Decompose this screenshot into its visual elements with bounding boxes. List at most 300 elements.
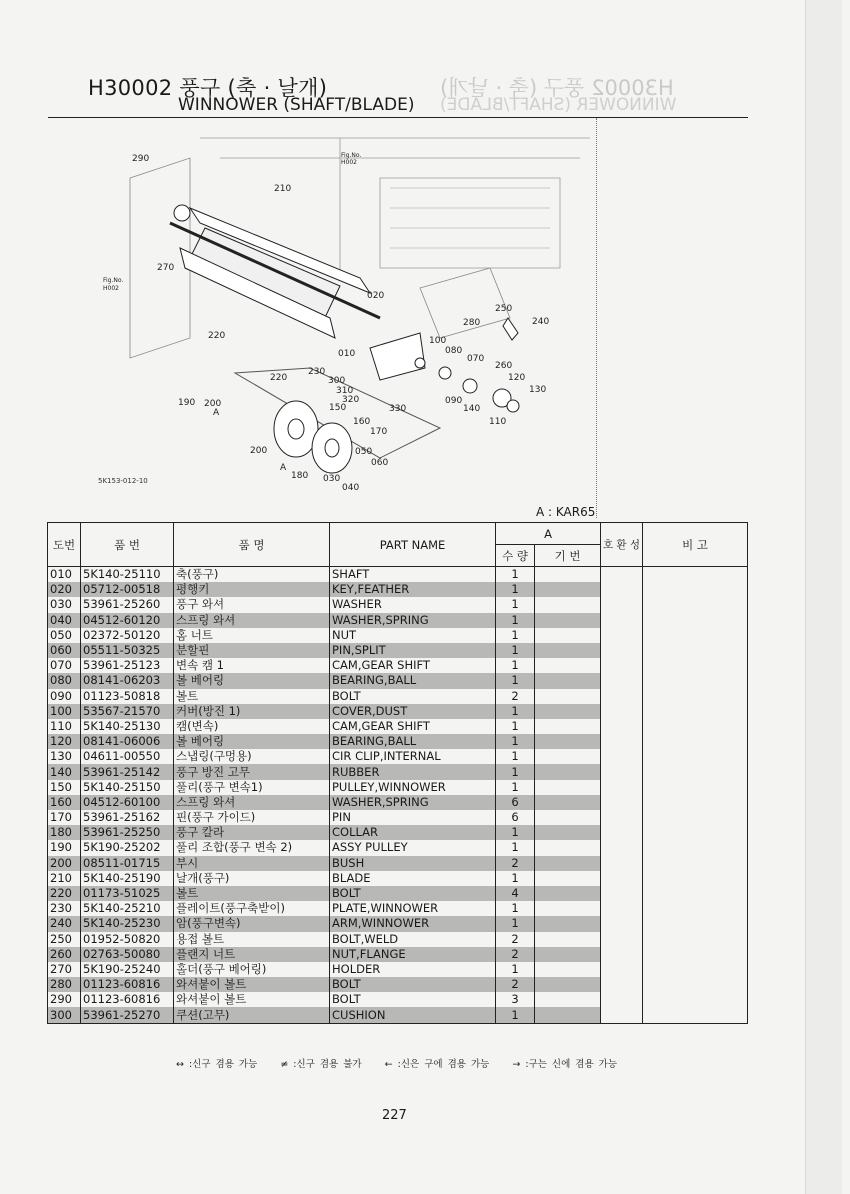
legend-item: → :구는 신에 겸용 가능 [512, 1059, 617, 1070]
row-compat [601, 992, 643, 1007]
row-no: 250 [48, 932, 81, 947]
row-qty: 1 [496, 582, 535, 597]
row-name-en: WASHER [330, 597, 496, 612]
row-name-ko: 축(풍구) [174, 567, 330, 583]
row-no: 300 [48, 1007, 81, 1023]
svg-text:Fig.No.: Fig.No. [341, 152, 362, 159]
row-no: 100 [48, 704, 81, 719]
diagram-code: 5K153-012-10 [98, 477, 148, 485]
col-part-name-ko: 품 명 [174, 523, 330, 567]
svg-text:020: 020 [367, 291, 385, 301]
row-remarks [643, 582, 748, 597]
row-remarks [643, 856, 748, 871]
table-row [48, 992, 748, 1007]
row-remarks [643, 932, 748, 947]
row-name-ko: 암(풍구변속) [174, 916, 330, 931]
row-compat [601, 719, 643, 734]
table-row [48, 1007, 748, 1023]
table-row [48, 643, 748, 658]
row-name-en: CIR CLIP,INTERNAL [330, 749, 496, 764]
col-part-no: 품 번 [81, 523, 174, 567]
row-name-en: BLADE [330, 871, 496, 886]
row-base [535, 810, 601, 825]
row-compat [601, 582, 643, 597]
page-subtitle: WINNOWER (SHAFT/BLADE) [178, 95, 415, 115]
row-name-en: PIN [330, 810, 496, 825]
row-qty: 1 [496, 901, 535, 916]
row-no: 150 [48, 780, 81, 795]
row-qty: 2 [496, 977, 535, 992]
table-row [48, 764, 748, 779]
row-no: 140 [48, 764, 81, 779]
row-qty: 1 [496, 658, 535, 673]
table-row [48, 962, 748, 977]
row-base [535, 977, 601, 992]
row-no: 220 [48, 886, 81, 901]
row-base [535, 567, 601, 583]
row-qty: 2 [496, 689, 535, 704]
row-base [535, 719, 601, 734]
row-base [535, 901, 601, 916]
svg-text:330: 330 [389, 404, 407, 414]
row-no: 060 [48, 643, 81, 658]
row-compat [601, 780, 643, 795]
table-row [48, 886, 748, 901]
row-compat [601, 749, 643, 764]
row-no: 040 [48, 613, 81, 628]
row-part-no: 53961-25260 [81, 597, 174, 612]
row-no: 050 [48, 628, 81, 643]
svg-text:210: 210 [274, 184, 292, 194]
row-qty: 1 [496, 962, 535, 977]
row-name-ko: 쿠션(고무) [174, 1007, 330, 1023]
row-part-no: 05712-00518 [81, 582, 174, 597]
row-base [535, 871, 601, 886]
row-name-ko: 용접 볼트 [174, 932, 330, 947]
row-no: 170 [48, 810, 81, 825]
row-base [535, 689, 601, 704]
row-compat [601, 916, 643, 931]
row-compat [601, 977, 643, 992]
row-qty: 1 [496, 1007, 535, 1023]
winnower-blade [170, 208, 380, 338]
row-qty: 1 [496, 734, 535, 749]
svg-text:280: 280 [463, 318, 481, 328]
row-no: 280 [48, 977, 81, 992]
row-remarks [643, 871, 748, 886]
row-remarks [643, 734, 748, 749]
table-row [48, 871, 748, 886]
row-base [535, 658, 601, 673]
row-no: 130 [48, 749, 81, 764]
svg-text:050: 050 [355, 447, 373, 457]
svg-text:040: 040 [342, 483, 360, 493]
row-name-en: ASSY PULLEY [330, 840, 496, 855]
table-row [48, 749, 748, 764]
page-edge [805, 0, 842, 1194]
row-qty: 1 [496, 704, 535, 719]
row-part-no: 01952-50820 [81, 932, 174, 947]
row-no: 120 [48, 734, 81, 749]
row-compat [601, 597, 643, 612]
row-no: 260 [48, 947, 81, 962]
row-name-ko: 커버(방진 1) [174, 704, 330, 719]
row-compat [601, 810, 643, 825]
row-name-en: COVER,DUST [330, 704, 496, 719]
row-compat [601, 947, 643, 962]
row-qty: 1 [496, 764, 535, 779]
row-part-no: 5K140-25190 [81, 871, 174, 886]
row-name-ko: 날개(풍구) [174, 871, 330, 886]
row-base [535, 947, 601, 962]
row-remarks [643, 992, 748, 1007]
row-qty: 3 [496, 992, 535, 1007]
row-part-no: 5K140-25110 [81, 567, 174, 583]
row-remarks [643, 673, 748, 688]
col-base: 기 번 [535, 545, 601, 567]
col-group-a: A [496, 523, 601, 545]
row-base [535, 825, 601, 840]
row-remarks [643, 886, 748, 901]
row-name-ko: 풀리(풍구 변속1) [174, 780, 330, 795]
row-compat [601, 689, 643, 704]
row-name-ko: 핀(풍구 가이드) [174, 810, 330, 825]
table-row [48, 810, 748, 825]
table-row [48, 932, 748, 947]
row-name-en: BUSH [330, 856, 496, 871]
row-no: 010 [48, 567, 81, 583]
row-part-no: 53961-25250 [81, 825, 174, 840]
row-part-no: 5K190-25240 [81, 962, 174, 977]
row-name-en: CAM,GEAR SHIFT [330, 658, 496, 673]
row-qty: 2 [496, 947, 535, 962]
row-part-no: 04512-60100 [81, 795, 174, 810]
row-name-ko: 와셔붙이 볼트 [174, 992, 330, 1007]
row-part-no: 5K140-25210 [81, 901, 174, 916]
row-name-ko: 풀리 조합(풍구 변속 2) [174, 840, 330, 855]
row-qty: 1 [496, 916, 535, 931]
row-part-no: 53961-25162 [81, 810, 174, 825]
svg-text:H002: H002 [103, 285, 119, 292]
row-base [535, 962, 601, 977]
svg-text:090: 090 [445, 396, 463, 406]
row-name-en: NUT [330, 628, 496, 643]
row-no: 240 [48, 916, 81, 931]
row-name-ko: 홀더(풍구 베어링) [174, 962, 330, 977]
svg-text:250: 250 [495, 304, 513, 314]
row-qty: 6 [496, 795, 535, 810]
row-qty: 1 [496, 825, 535, 840]
row-qty: 1 [496, 643, 535, 658]
row-name-ko: 스프링 와셔 [174, 613, 330, 628]
row-base [535, 749, 601, 764]
row-name-en: CUSHION [330, 1007, 496, 1023]
svg-text:220: 220 [270, 373, 288, 383]
row-remarks [643, 764, 748, 779]
row-part-no: 53961-25142 [81, 764, 174, 779]
row-name-en: SHAFT [330, 567, 496, 583]
legend-item: ≠ :신구 겸용 불가 [280, 1059, 362, 1070]
page-title: H30002 풍구 (축 · 날개) [88, 76, 328, 100]
row-no: 110 [48, 719, 81, 734]
parts-table [47, 522, 748, 1024]
row-qty: 6 [496, 810, 535, 825]
row-base [535, 673, 601, 688]
row-no: 180 [48, 825, 81, 840]
row-no: 160 [48, 795, 81, 810]
table-row [48, 916, 748, 931]
svg-text:080: 080 [445, 346, 463, 356]
row-name-en: PIN,SPLIT [330, 643, 496, 658]
row-name-ko: 캠(변속) [174, 719, 330, 734]
svg-text:200: 200 [204, 399, 222, 409]
row-part-no: 5K190-25202 [81, 840, 174, 855]
svg-text:H002: H002 [341, 159, 357, 166]
compatibility-legend [176, 1056, 635, 1070]
row-qty: 4 [496, 886, 535, 901]
svg-text:Fig.No.: Fig.No. [103, 277, 124, 284]
row-name-en: WASHER,SPRING [330, 613, 496, 628]
svg-text:220: 220 [208, 331, 226, 341]
row-name-en: BOLT [330, 689, 496, 704]
row-qty: 1 [496, 613, 535, 628]
row-remarks [643, 567, 748, 583]
row-part-no: 01123-60816 [81, 992, 174, 1007]
col-compat: 호 환 성 [601, 523, 643, 567]
table-row [48, 689, 748, 704]
row-name-en: ARM,WINNOWER [330, 916, 496, 931]
bleed-through-title: H30002 풍구 (축 · 날개) [440, 76, 674, 100]
row-remarks [643, 962, 748, 977]
svg-text:120: 120 [508, 373, 526, 383]
row-compat [601, 764, 643, 779]
row-name-en: PLATE,WINNOWER [330, 901, 496, 916]
row-part-no: 01173-51025 [81, 886, 174, 901]
row-part-no: 01123-60816 [81, 977, 174, 992]
row-remarks [643, 840, 748, 855]
svg-text:240: 240 [532, 317, 550, 327]
svg-text:140: 140 [463, 404, 481, 414]
parts-table-body [48, 567, 748, 1024]
row-name-ko: 평행키 [174, 582, 330, 597]
row-remarks [643, 825, 748, 840]
row-base [535, 628, 601, 643]
row-name-ko: 플랜지 너트 [174, 947, 330, 962]
row-no: 070 [48, 658, 81, 673]
row-remarks [643, 613, 748, 628]
table-row [48, 977, 748, 992]
row-no: 020 [48, 582, 81, 597]
svg-text:270: 270 [157, 263, 175, 273]
row-remarks [643, 1007, 748, 1023]
row-remarks [643, 628, 748, 643]
row-base [535, 840, 601, 855]
row-remarks [643, 795, 748, 810]
row-base [535, 1007, 601, 1023]
row-name-ko: 와셔붙이 볼트 [174, 977, 330, 992]
row-name-en: NUT,FLANGE [330, 947, 496, 962]
row-name-en: BOLT,WELD [330, 932, 496, 947]
row-part-no: 02763-50080 [81, 947, 174, 962]
row-part-no: 53567-21570 [81, 704, 174, 719]
row-no: 210 [48, 871, 81, 886]
table-row [48, 658, 748, 673]
table-row [48, 582, 748, 597]
row-name-en: BOLT [330, 886, 496, 901]
row-name-ko: 볼트 [174, 689, 330, 704]
row-base [535, 856, 601, 871]
svg-text:070: 070 [467, 354, 485, 364]
row-qty: 2 [496, 856, 535, 871]
row-name-en: RUBBER [330, 764, 496, 779]
row-name-ko: 풍구 와셔 [174, 597, 330, 612]
svg-text:300: 300 [328, 376, 346, 386]
row-base [535, 795, 601, 810]
row-name-en: WASHER,SPRING [330, 795, 496, 810]
row-base [535, 992, 601, 1007]
row-part-no: 01123-50818 [81, 689, 174, 704]
row-compat [601, 567, 643, 583]
row-name-ko: 풍구 방진 고무 [174, 764, 330, 779]
row-compat [601, 734, 643, 749]
row-remarks [643, 597, 748, 612]
svg-text:130: 130 [529, 385, 547, 395]
bleed-through-subtitle: WINNOWER (SHAFT/BLADE) [440, 95, 677, 115]
row-name-ko: 홈 너트 [174, 628, 330, 643]
row-part-no: 02372-50120 [81, 628, 174, 643]
row-part-no: 04611-00550 [81, 749, 174, 764]
row-name-en: BOLT [330, 977, 496, 992]
row-name-en: HOLDER [330, 962, 496, 977]
row-name-ko: 부시 [174, 856, 330, 871]
row-part-no: 08141-06203 [81, 673, 174, 688]
row-compat [601, 901, 643, 916]
model-note: A : KAR65 [536, 505, 596, 519]
table-row [48, 719, 748, 734]
row-part-no: 5K140-25150 [81, 780, 174, 795]
row-qty: 1 [496, 628, 535, 643]
row-no: 190 [48, 840, 81, 855]
row-compat [601, 1007, 643, 1023]
row-compat [601, 871, 643, 886]
table-row [48, 734, 748, 749]
row-name-en: COLLAR [330, 825, 496, 840]
table-row [48, 567, 748, 583]
row-qty: 1 [496, 871, 535, 886]
table-row [48, 597, 748, 612]
row-part-no: 53961-25123 [81, 658, 174, 673]
exploded-parts-diagram [40, 118, 600, 508]
table-row [48, 795, 748, 810]
row-qty: 1 [496, 719, 535, 734]
svg-text:180: 180 [291, 471, 309, 481]
row-no: 230 [48, 901, 81, 916]
svg-text:150: 150 [329, 403, 347, 413]
row-no: 290 [48, 992, 81, 1007]
row-name-en: BEARING,BALL [330, 673, 496, 688]
svg-text:110: 110 [489, 417, 507, 427]
row-part-no: 5K140-25130 [81, 719, 174, 734]
row-name-ko: 볼 베어링 [174, 734, 330, 749]
col-qty: 수 량 [496, 545, 535, 567]
svg-text:310: 310 [336, 386, 354, 396]
svg-text:A: A [213, 408, 220, 418]
table-row [48, 673, 748, 688]
table-row [48, 901, 748, 916]
row-base [535, 780, 601, 795]
row-compat [601, 628, 643, 643]
row-remarks [643, 780, 748, 795]
svg-text:190: 190 [178, 398, 196, 408]
table-row [48, 840, 748, 855]
row-name-ko: 변속 캠 1 [174, 658, 330, 673]
svg-text:010: 010 [338, 349, 356, 359]
row-remarks [643, 810, 748, 825]
table-row [48, 856, 748, 871]
row-qty: 1 [496, 673, 535, 688]
row-remarks [643, 749, 748, 764]
row-compat [601, 840, 643, 855]
row-name-en: BOLT [330, 992, 496, 1007]
row-base [535, 916, 601, 931]
svg-text:160: 160 [353, 417, 371, 427]
row-remarks [643, 719, 748, 734]
row-remarks [643, 947, 748, 962]
page-number: 227 [382, 1108, 407, 1123]
svg-text:230: 230 [308, 367, 326, 377]
row-compat [601, 673, 643, 688]
row-base [535, 932, 601, 947]
row-name-en: CAM,GEAR SHIFT [330, 719, 496, 734]
row-no: 090 [48, 689, 81, 704]
row-qty: 1 [496, 780, 535, 795]
row-name-en: BEARING,BALL [330, 734, 496, 749]
row-compat [601, 886, 643, 901]
row-remarks [643, 704, 748, 719]
row-base [535, 886, 601, 901]
row-qty: 1 [496, 749, 535, 764]
row-compat [601, 962, 643, 977]
row-compat [601, 825, 643, 840]
table-row [48, 704, 748, 719]
svg-text:260: 260 [495, 361, 513, 371]
row-base [535, 643, 601, 658]
svg-text:200: 200 [250, 446, 268, 456]
row-part-no: 5K140-25230 [81, 916, 174, 931]
legend-item: ↔ :신구 겸용 가능 [176, 1059, 258, 1070]
row-base [535, 764, 601, 779]
col-no: 도번 [48, 523, 81, 567]
row-qty: 2 [496, 932, 535, 947]
row-name-ko: 볼 베어링 [174, 673, 330, 688]
svg-text:290: 290 [132, 154, 150, 164]
row-base [535, 582, 601, 597]
row-qty: 1 [496, 597, 535, 612]
row-name-en: PULLEY,WINNOWER [330, 780, 496, 795]
row-remarks [643, 916, 748, 931]
table-row [48, 628, 748, 643]
row-base [535, 734, 601, 749]
table-row [48, 947, 748, 962]
row-name-en: KEY,FEATHER [330, 582, 496, 597]
svg-text:A: A [280, 463, 287, 473]
row-remarks [643, 658, 748, 673]
row-part-no: 05511-50325 [81, 643, 174, 658]
row-remarks [643, 689, 748, 704]
row-no: 270 [48, 962, 81, 977]
row-part-no: 53961-25270 [81, 1007, 174, 1023]
row-name-ko: 스프링 와셔 [174, 795, 330, 810]
